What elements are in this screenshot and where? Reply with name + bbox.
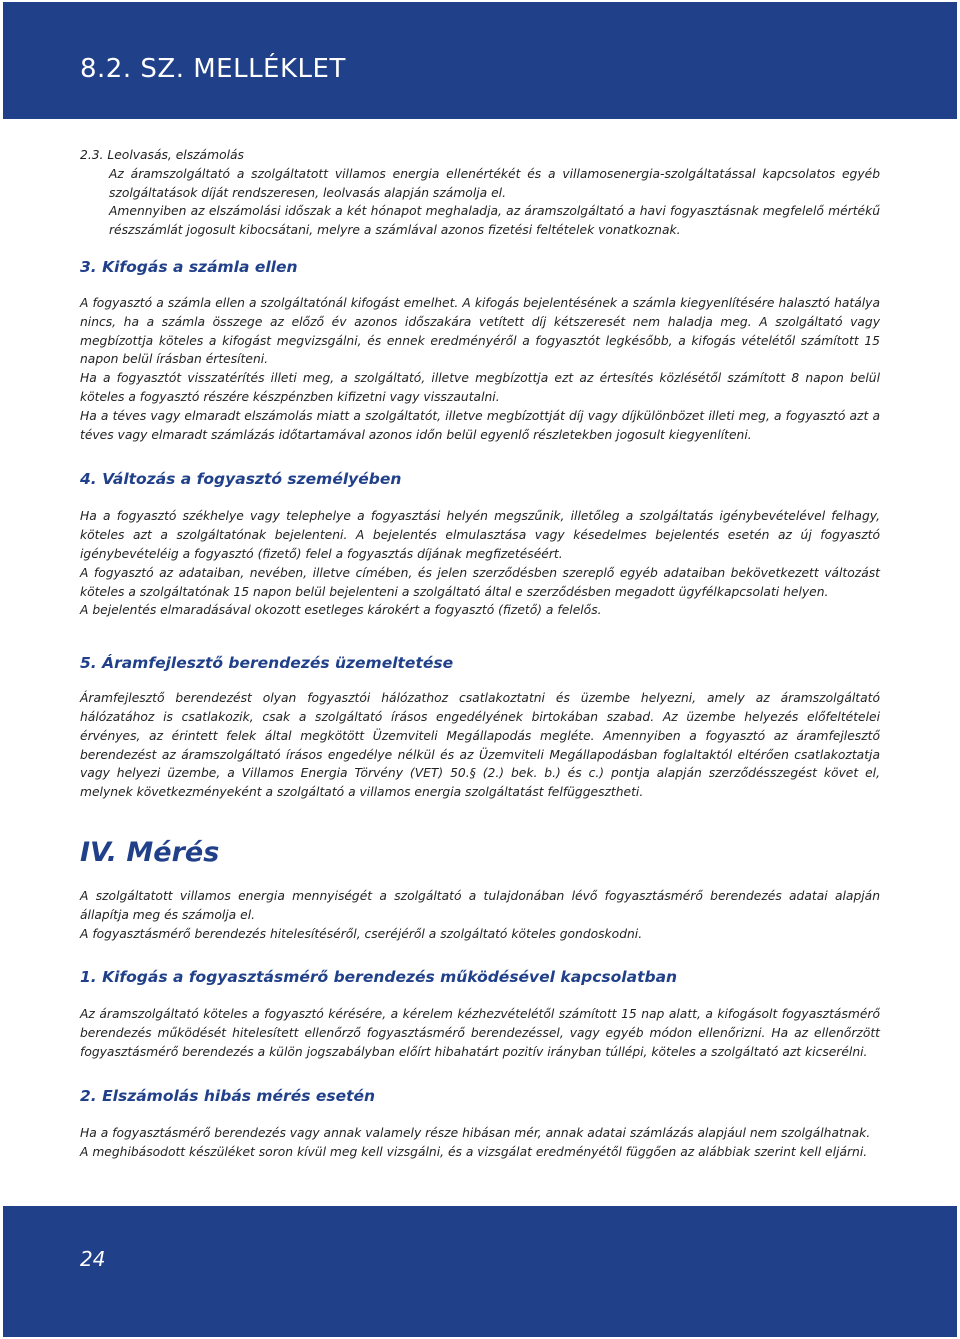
page-number: 24: [80, 1247, 106, 1271]
paragraph: Ha a fogyasztót visszatérítés illeti meg, a szolgáltató, illetve megbízottja ezt az értesítés közlésétől számított 8 napon belül köteles a fogyasztó részére készpénzben kifizetni vagy visszautalni.: [80, 371, 880, 404]
paragraph: Ha a fogyasztó székhelye vagy telephelye a fogyasztási helyén megszűnik, illetőleg a szolgáltatás igénybevételével felhagy, köteles azt a szolgáltatónak bejelenteni. A bejelentés elmulasztása vagy késedelmes bejelentés esetén az új fogyasztó igénybevételéig a fogyasztó (fizető) felel a fogyasztás díjának megfizetéséért.: [80, 509, 880, 561]
section-iv-2-heading: 2. Elszámolás hibás mérés esetén: [80, 1086, 376, 1105]
section-iv-1-heading: 1. Kifogás a fogyasztásmérő berendezés működésével kapcsolatban: [80, 968, 678, 987]
paragraph: Az áramszolgáltató köteles a fogyasztó kérésére, a kérelem kézhezvételétől számított 15 nap alatt, a kifogásolt fogyasztásmérő berendezés működését hitelesített ellenőrző fogyasztásmérő berendezéssel, vagy egyéb módon ellenőrizni. Ha az ellenőrzött fogyasztásmérő berendezés a külön jogszabályban előírt hibahatárt pozitív irányban túllépi, köteles a szolgáltató azt kicserélni.: [80, 1007, 880, 1059]
page-content: [80, 146, 880, 1161]
paragraph: Áramfejlesztő berendezést olyan fogyasztói hálózathoz csatlakoztatni és üzembe helyezni, amely az áramszolgáltató hálózatához is csatlakozik, csak a szolgáltató írásos engedélyének birtokában szabad. Az üzembe helyezés előfeltételei érvényes, az érintett felek által megkötött Üzemviteli Megállapodás megléte. Amennyiben a fogyasztó az áramfejlesztő berendezést az áramszolgáltató írásos engedélye nélkül és az Üzemviteli Megállapodásban foglaltaktól eltérően csatlakoztatja vagy helyezi üzembe, a Villamos Energia Törvény (VET) 50.§ (2.) bek. b.) és c.) pontja alapján szerződésszegést követ el, melynek következményeként a szolgáltató a villamos energia szolgáltatást felfüggesztheti.: [80, 691, 880, 800]
annex-title: 8.2. SZ. MELLÉKLET: [80, 54, 346, 84]
section-2-3-heading: 2.3. Leolvasás, elszámolás: [80, 148, 244, 162]
section-5-body: [80, 689, 880, 802]
page-footer-band: [3, 1206, 957, 1337]
section-iv-1-body: [80, 1005, 880, 1061]
section-iv-2-body: [80, 1124, 880, 1162]
paragraph: A meghibásodott készüléket soron kívül meg kell vizsgálni, és a vizsgálat eredményétől függően az alábbiak szerint kell eljárni.: [80, 1144, 868, 1159]
page-header-band: [3, 2, 957, 119]
section-5-heading: 5. Áramfejlesztő berendezés üzemeltetése: [80, 654, 454, 673]
paragraph: Ha a téves vagy elmaradt elszámolás miatt a szolgáltatót, illetve megbízottját díj vagy díjkülönbözet illeti meg, a fogyasztó azt a téves vagy elmaradt számlázás időtartamával azonos időn belül egyenlő részletekben jogosult kiegyenlíteni.: [80, 408, 880, 442]
section-4-heading: 4. Változás a fogyasztó személyében: [80, 470, 402, 489]
section-3-heading: 3. Kifogás a számla ellen: [80, 257, 298, 276]
section-2-3: [80, 146, 880, 240]
section-2-3-body: [80, 165, 880, 240]
paragraph: A szolgáltatott villamos energia mennyiségét a szolgáltató a tulajdonában lévő fogyasztásmérő berendezés adatai alapján állapítja meg és számolja el.: [80, 888, 880, 922]
section-4-body: [80, 507, 880, 620]
section-3-body: [80, 294, 880, 444]
chapter-iv-body: [80, 887, 880, 943]
paragraph: Amennyiben az elszámolási időszak a két hónapot meghaladja, az áramszolgáltató a havi fogyasztásnak megfelelő mértékű részszámlát jogosult kibocsátani, melyre a számlával azonos fizetési feltételek vonatkoznak.: [109, 204, 880, 238]
chapter-iv-heading: IV. Mérés: [80, 836, 220, 868]
paragraph: A fogyasztó az adataiban, nevében, illetve címében, és jelen szerződésben szereplő egyéb adataiban bekövetkezett változást köteles a szolgáltatónak 15 napon belül bejelenteni a szolgáltató által e szerződésben megadott ügyfélkapcsolati helyen.: [80, 565, 880, 599]
paragraph: Az áramszolgáltató a szolgáltatott villamos energia ellenértékét és a villamosenergia-szolgáltatással kapcsolatos egyéb szolgáltatások díját rendszeresen, leolvasás alapján számolja el.: [109, 166, 880, 200]
paragraph: A bejelentés elmaradásával okozott esetleges károkért a fogyasztó (fizető) a felelős.: [80, 603, 602, 618]
paragraph: Ha a fogyasztásmérő berendezés vagy annak valamely része hibásan mér, annak adatai számlázás alapjául nem szolgálhatnak.: [80, 1125, 871, 1140]
paragraph: A fogyasztásmérő berendezés hitelesítéséről, cseréjéről a szolgáltató köteles gondoskodni.: [80, 926, 643, 941]
paragraph: A fogyasztó a számla ellen a szolgáltatónál kifogást emelhet. A kifogás bejelentésének a számla kiegyenlítésére halasztó hatálya nincs, ha a számla összege az előző év azonos időszakára vetített díj kétszeresét nem haladja meg. A szolgáltató vagy megbízottja köteles a kifogást megvizsgálni, és ennek eredményéről a fogyasztót legkésőbb, a kifogás vételétől számított 15 napon belül írásban értesíteni.: [80, 295, 880, 367]
